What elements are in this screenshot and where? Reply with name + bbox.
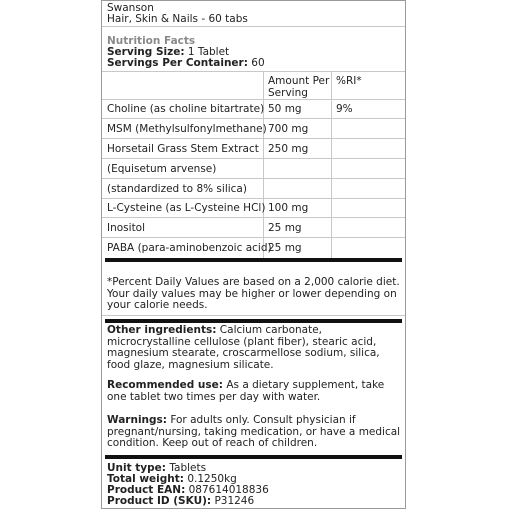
serving-size-label: Serving Size: bbox=[107, 46, 185, 58]
row-divider bbox=[102, 237, 405, 238]
nutrient-amount: 100 mg bbox=[268, 202, 309, 214]
divider bbox=[102, 315, 405, 316]
nutrient-ri: 9% bbox=[336, 103, 353, 115]
nutrient-name: PABA (para-aminobenzoic acid) bbox=[107, 242, 272, 254]
table-header-border bbox=[102, 99, 405, 100]
product-sku bbox=[107, 495, 254, 507]
warnings-text: For adults only. Consult physician if pregnant/nursing, taking medication, or have a medical condition. Keep out of reach of children. bbox=[107, 414, 401, 449]
warnings bbox=[107, 415, 401, 450]
unit-type-value: Tablets bbox=[169, 462, 207, 474]
product-name: Hair, Skin & Nails - 60 tabs bbox=[107, 13, 248, 25]
nutrition-panel bbox=[101, 0, 406, 509]
col-amount-header: Amount Per Serving bbox=[268, 75, 330, 99]
servings-label: Servings Per Container: bbox=[107, 57, 248, 69]
product-sku-label: Product ID (SKU): bbox=[107, 495, 212, 507]
nutrient-amount: 50 mg bbox=[268, 103, 302, 115]
thick-divider bbox=[105, 319, 402, 323]
servings-value: 60 bbox=[251, 57, 265, 69]
row-divider bbox=[102, 198, 405, 199]
col-ri-header: %RI* bbox=[336, 75, 362, 87]
thick-divider bbox=[105, 258, 402, 262]
nutrient-name: (standardized to 8% silica) bbox=[107, 183, 247, 195]
other-ingredients-text: Calcium carbonate, microcrystalline cellulose (plant fiber), stearic acid, magnesium stearate, croscarmellose sodium, silica, food glaze, magnesium silicate. bbox=[107, 324, 380, 371]
recommended-use-text: As a dietary supplement, take one tablet two times per day with water. bbox=[107, 379, 385, 403]
row-divider bbox=[102, 118, 405, 119]
nutrient-amount: 250 mg bbox=[268, 143, 309, 155]
servings-per-container bbox=[107, 57, 265, 69]
nutrient-amount: 700 mg bbox=[268, 123, 309, 135]
row-divider bbox=[102, 178, 405, 179]
nutrient-name: MSM (Methylsulfonylmethane) bbox=[107, 123, 267, 135]
table-top-border bbox=[102, 71, 405, 72]
nutrient-name: L-Cysteine (as L-Cysteine HCl) bbox=[107, 202, 266, 214]
unit-type-label: Unit type: bbox=[107, 462, 166, 474]
product-sku-value: P31246 bbox=[214, 495, 255, 507]
row-divider bbox=[102, 138, 405, 139]
other-ingredients bbox=[107, 325, 401, 371]
nutrient-amount: 25 mg bbox=[268, 242, 302, 254]
nutrient-name: (Equisetum arvense) bbox=[107, 163, 217, 175]
row-divider bbox=[102, 217, 405, 218]
row-divider bbox=[102, 158, 405, 159]
total-weight-value: 0.1250kg bbox=[187, 473, 237, 485]
nutrient-name: Inositol bbox=[107, 222, 146, 234]
recommended-use-label: Recommended use: bbox=[107, 379, 223, 391]
nutrient-name: Horsetail Grass Stem Extract bbox=[107, 143, 259, 155]
recommended-use bbox=[107, 380, 401, 403]
thick-divider bbox=[105, 455, 402, 459]
nutrition-facts-title: Nutrition Facts bbox=[107, 35, 196, 47]
divider bbox=[102, 26, 405, 27]
product-ean-value: 087614018836 bbox=[188, 484, 269, 496]
product-ean-label: Product EAN: bbox=[107, 484, 186, 496]
other-ingredients-label: Other ingredients: bbox=[107, 324, 217, 336]
total-weight-label: Total weight: bbox=[107, 473, 184, 485]
nutrient-name: Choline (as choline bitartrate) bbox=[107, 103, 265, 115]
nutrient-amount: 25 mg bbox=[268, 222, 302, 234]
brand-name: Swanson bbox=[107, 2, 154, 14]
warnings-label: Warnings: bbox=[107, 414, 167, 426]
daily-values-footnote: *Percent Daily Values are based on a 2,000 calorie diet. Your daily values may be higher or lower depending on your calorie needs. bbox=[107, 276, 400, 311]
serving-size-value: 1 Tablet bbox=[187, 46, 230, 58]
